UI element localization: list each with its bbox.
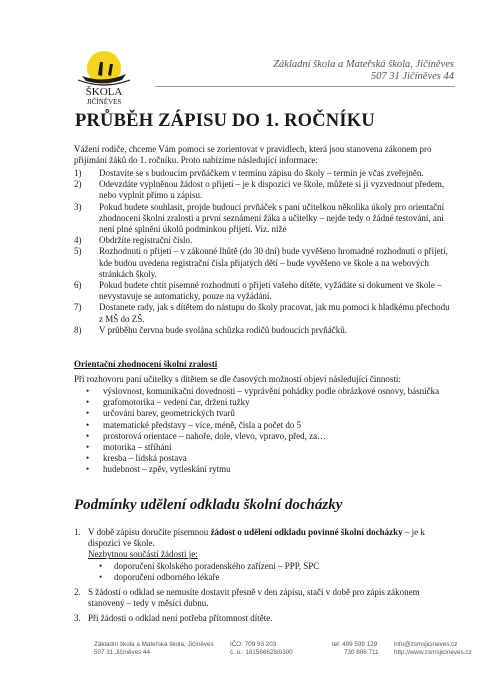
activity-text: grafomotorika – vedení čar, držení tužky <box>103 397 250 408</box>
list-item <box>74 202 454 236</box>
bullet-icon: • <box>86 397 90 408</box>
footer-school <box>94 641 214 657</box>
list-item <box>74 587 454 609</box>
school-logo <box>68 50 140 106</box>
orientation-intro: Při rozhovoru paní učitelky s dítětem se dle časových možností objeví následující činnosti: <box>74 374 401 384</box>
list-item <box>74 386 454 397</box>
footer-account: č. ú.: 181566628/0300 <box>230 649 293 656</box>
required-item-text: doporučení školského poradenského zařízení – PPP, SPC <box>114 560 320 571</box>
step-text: Dostavíte se s budoucím prvňáčkem v termínu zápisu do školy – termín je včas zveřejněn. <box>99 168 424 178</box>
step-number: 1) <box>74 168 82 178</box>
step-text: Rozhodnutí o přijetí – v zákonné lhůtě (do 30 dní) bude vyvěšeno hromadné rozhodnutí o přijetí, kde budou uvedena registrační čísla přijatých dětí – bude vyvěšeno ve škole a na webových stránkách školy. <box>99 246 448 279</box>
step-number: 4) <box>74 235 82 246</box>
bullet-icon: • <box>99 560 103 571</box>
list-item <box>74 325 454 336</box>
bullet-icon: • <box>86 419 90 430</box>
deferral-heading: Podmínky udělení odkladu školní docházky <box>74 497 343 513</box>
footer-ico: IČO: 709 93 203 <box>230 641 277 648</box>
step-text: Odevzdáte vyplněnou žádost o přijetí – je k dispozici ve škole, můžete si ji vyzvednout předem, nebo vyplnit přímo u zápisu. <box>99 179 445 201</box>
orientation-heading: Orientační zhodnocení školní zralosti <box>74 359 218 369</box>
activity-text: prostorová orientace – nahoře, dole, vlevo, vpravo, před, za… <box>103 430 327 441</box>
footer-phone-1: tel: 499 599 129 <box>332 641 378 648</box>
list-item <box>74 527 454 583</box>
step-number: 6) <box>74 280 82 291</box>
step-number: 3) <box>74 201 82 212</box>
required-items-list <box>88 561 454 583</box>
list-item <box>74 302 454 324</box>
bullet-icon: • <box>86 408 90 419</box>
list-item <box>74 613 454 624</box>
list-item <box>74 179 454 201</box>
header-divider <box>155 86 455 87</box>
required-label: Nezbytnou součástí žádosti je: <box>88 549 198 560</box>
list-item <box>74 397 454 408</box>
condition-text-bold: žádost o udělení odkladu povinné školní docházky <box>210 527 403 537</box>
condition-text <box>88 527 425 548</box>
footer-web-link[interactable]: http://www.zsmsjicineves.cz <box>394 649 472 656</box>
step-number: 5) <box>74 246 82 257</box>
list-item <box>74 246 454 280</box>
list-item <box>74 235 454 246</box>
deferral-conditions-list <box>74 527 454 629</box>
bullet-icon: • <box>86 430 90 441</box>
list-item <box>74 442 454 453</box>
bullet-icon: • <box>86 442 90 453</box>
enrollment-steps-list <box>74 168 454 336</box>
footer-phone-2: 730 806 711 <box>344 649 379 656</box>
step-number: 8) <box>74 324 82 335</box>
bullet-icon: • <box>86 453 90 464</box>
step-number: 7) <box>74 302 82 313</box>
bullet-icon: • <box>86 386 90 396</box>
footer-school-address: 507 31 Jičíněves 44 <box>94 649 151 656</box>
page-title: PRŮBĚH ZÁPISU DO 1. ROČNÍKU <box>75 111 375 131</box>
intro-paragraph: Vážení rodiče, chceme Vám pomoci se zorientovat v pravidlech, která jsou stanovena zákonem pro přijímání žáků do 1. ročníku. Proto nabízíme následující informace: <box>74 144 432 166</box>
footer-school-name: Základní škola a Mateřská škola, Jičíněves <box>94 641 214 648</box>
list-item <box>74 453 454 464</box>
list-item <box>74 420 454 431</box>
step-text: Obdržíte registrační číslo. <box>99 235 193 246</box>
footer-phones <box>332 641 379 657</box>
list-item <box>88 561 454 572</box>
activity-text: motorika – stříhání <box>103 442 172 453</box>
footer-contacts <box>394 641 472 657</box>
condition-text-part: V době zápisu doručíte písemnou <box>88 527 211 537</box>
list-item <box>88 572 454 583</box>
step-text: Pokud budete chtít písemné rozhodnutí o přijetí vašeho dítěte, vyžádáte si dokument ve škole – nevystavuje se automaticky, pouze na vyžádání. <box>99 280 442 302</box>
list-item <box>74 280 454 302</box>
condition-number: 2. <box>74 587 81 598</box>
activity-text: výslovnost, komunikační dovednosti – vyprávění pohádky podle obrázkové osnovy, básnička <box>103 386 440 396</box>
bullet-icon: • <box>99 571 103 582</box>
required-item-text: doporučení odborného lékaře <box>114 571 220 582</box>
condition-text: S žádostí o odklad se nemusíte dostavit přesně v den zápisu, stačí v době pro zápis zákonem stanovený – tedy v měsíci dubnu. <box>88 587 420 609</box>
logo-text-bottom: JIČÍNĚVES <box>86 98 122 106</box>
list-item <box>74 168 454 179</box>
footer-ids <box>230 641 293 657</box>
logo-text-top: ŠKOLA <box>85 86 123 98</box>
condition-text-part: – je k dispozici ve škole. <box>88 527 425 549</box>
orientation-activities-list <box>74 386 454 476</box>
activity-text: matematické představy – více, méně, čísla a počet do 5 <box>103 419 302 430</box>
condition-text: Při žádosti o odklad není potřeba přítomnost dítěte. <box>88 613 273 624</box>
condition-number: 1. <box>74 527 81 537</box>
condition-number: 3. <box>74 613 81 624</box>
activity-text: určování barev, geometrických tvarů <box>103 408 235 419</box>
step-text: Dostanete rady, jak s dítětem do nástupu do školy pracovat, jak mu pomoci k hladkému přechodu z MŠ do ZŠ. <box>99 302 450 324</box>
step-number: 2) <box>74 179 82 190</box>
step-text: V průběhu června bude svolána schůzka rodičů budoucích prvňáčků. <box>99 324 348 335</box>
header-address: 507 31 Jičíněves 44 <box>370 71 454 82</box>
header-school-name: Základní škola a Mateřská škola, Jičíněves <box>273 59 454 70</box>
activity-text: kresba – lidská postava <box>103 453 187 464</box>
footer-email-link[interactable]: info@zsmsjicineves.cz <box>394 641 458 648</box>
activity-text: hudebnost – zpěv, vytleskání rytmu <box>103 464 231 475</box>
bullet-icon: • <box>86 464 90 475</box>
list-item <box>74 431 454 442</box>
list-item <box>74 408 454 419</box>
list-item <box>74 464 454 475</box>
step-text: Pokud budete souhlasit, projde budoucí prvňáček s paní učitelkou několika úkoly pro orientační zhodnocení školní zralosti a první seznámení žáka a učitelky – nejde tedy o žádné testování, ani není plné splnění úkolů podmínkou přijetí. Viz. níže <box>99 201 445 235</box>
